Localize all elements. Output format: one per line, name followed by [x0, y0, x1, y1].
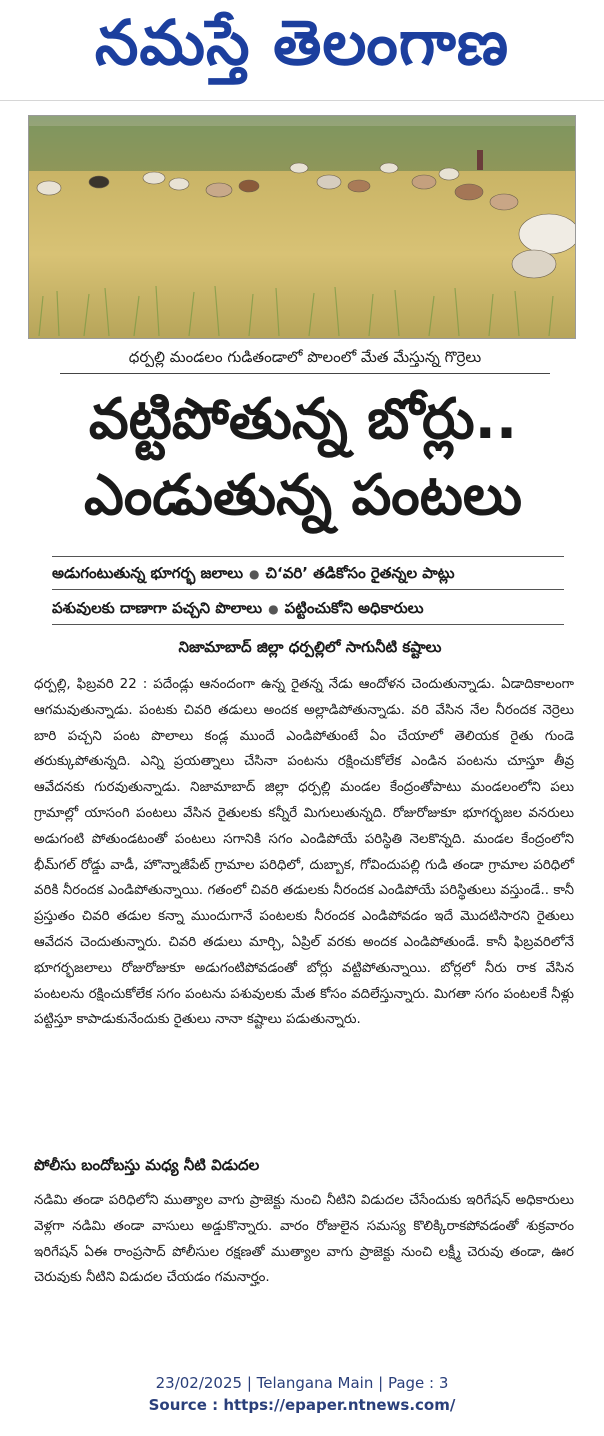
source-link[interactable]: Source : https://epaper.ntnews.com/ [148, 1396, 456, 1414]
masthead [0, 0, 604, 100]
article-paragraph: ధర్పల్లి, ఫిబ్రవరి 22 : పదేండ్లు ఆనందంగా ఉన్న రైతన్న నేడు ఆందోళన చెందుతున్నాడు. ఏడాదికాలంగా ఆగమవుతున్నాడు. పంటకు చివరి తడులు అందక అల్లాడిపోతున్నాడు. వరి వేసిన నేల నీరందక నెర్రెలు బారి పచ్చని పంట పొలాలు కండ్ల ముందే ఎండిపోతుంటే ఏం చేయాలో తెలియక రైతు గుండె తరుక్కుపోతున్నది. ఎన్ని ప్రయత్నాలు చేసినా పంటను రక్షించుకోలేక ఎండిన పంటను చూస్తూ తీవ్ర ఆవేదనకు గురవుతున్నాడు. నిజామాబాద్ జిల్లా ధర్పల్లి మండల కేంద్రంతోపాటు మండలంలోని పలు గ్రామాల్లో యాసంగి పంటలు వేసిన రైతులకు కన్నీరే మిగులుతున్నది. రోజురోజుకూ భూగర్భజల వనరులు అడుగంటి పోతుండటంతో పంటలు సగానికి సగం ఎండిపోయే పరిస్థితి నెలకొన్నది. మండల కేంద్రంలోని భీమ్‌గల్ రోడ్డు వాడీ, హొన్నాజీపేట్ గ్రామాల పరిధిలో, దుబ్బాక, గోవిందుపల్లి గుడి తండా గ్రామాల పరిధిలో వరికి నీరందక ఎండిపోతున్నాయి. గతంలో చివరి తడులకు నీరందక ఎండిపోయే పరిస్థితులు వస్తుండే.. కానీ ప్రస్తుతం చివరి తడుల కన్నా ముందుగానే పంటలకు నీరందక ఎండిపోవడం ఇదే మొదటిసారని రైతులు ఆవేదన చెందుతున్నారు. చివరి తడులు మార్చి, ఏప్రిల్ వరకు అందక ఎండిపోతుండే. కానీ ఫిబ్రవరిలోనే భూగర్భజలాలు రోజురోజుకూ అడుగంటిపోవడంతో బోర్లు వట్టిపోతున్నాయి. బోర్లలో నీరు రాక వేసిన పంటలను రక్షించుకోలేక సగం పంటను పశువులకు మేత కోసం వదిలేస్తున్నారు. మిగతా సగం పంటలకే నీళ్లు పట్టిస్తూ కాపాడుకునేందుకు రైతులు నానా కష్టాలు పడుతున్నారు. [34, 677, 574, 1028]
article-paragraph: నడిమి తండా పరిధిలోని ముత్యాల వాగు ప్రాజెక్టు నుంచి నీటిని విడుదల చేసేందుకు ఇరిగేషన్ అధికారులు వెళ్లగా నడిమి తండా వాసులు అడ్డుకొన్నారు. వారం రోజులైన సమస్య కొలిక్కిరాకపోవడంతో శుక్రవారం ఇరిగేషన్ ఏఈ రాంప్రసాద్ పోలీసుల రక్షణతో ముత్యాల వాగు ప్రాజెక్టు నుంచి లక్ష్మీ చెరువు తండా, ఊర చెరువుకు నీటిని విడుదల చేయడం గమనార్హం. [34, 1193, 574, 1286]
subheadline-item: అడుగంటుతున్న భూగర్భ జలాలు [52, 564, 244, 582]
subheadline-item: పశువులకు దాణాగా పచ్చని పొలాలు [52, 599, 263, 617]
article-body-continued [34, 1188, 574, 1291]
newspaper-logo: నమస్తే తెలంగాణ [94, 6, 510, 79]
photo-caption: ధర్పల్లి మండలం గుడితండాలో పొలంలో మేత మేస్తున్న గొర్రెలు [60, 345, 550, 374]
field-cattle-photo [29, 116, 575, 338]
page-footer [0, 1372, 604, 1416]
bullet-icon: ● [268, 602, 279, 616]
subheadline-row-2 [52, 592, 564, 625]
headline-line-1: వట్టిపోతున్న బోర్లు.. [88, 387, 518, 452]
subheadline-item: పట్టించుకోని అధికారులు [284, 599, 424, 617]
bullet-icon: ● [249, 567, 260, 581]
article-photo [28, 115, 576, 339]
masthead-divider [0, 100, 604, 101]
subheadline-item: చి‘వరి’ తడికోసం రైతన్నల పాట్లు [265, 564, 455, 582]
headline-line-2: ఎండుతున్న పంటలు [84, 463, 522, 528]
kicker: నిజామాబాద్ జిల్లా ధర్పల్లిలో సాగునీటి కష్టాలు [178, 638, 442, 656]
section-subheading: పోలీసు బందోబస్తు మధ్య నీటి విడుదల [34, 1156, 260, 1174]
edition-info: 23/02/2025 | Telangana Main | Page : 3 [155, 1374, 449, 1392]
subheadline-row-1 [52, 556, 564, 590]
article-body [34, 672, 574, 1033]
headline [28, 382, 578, 534]
